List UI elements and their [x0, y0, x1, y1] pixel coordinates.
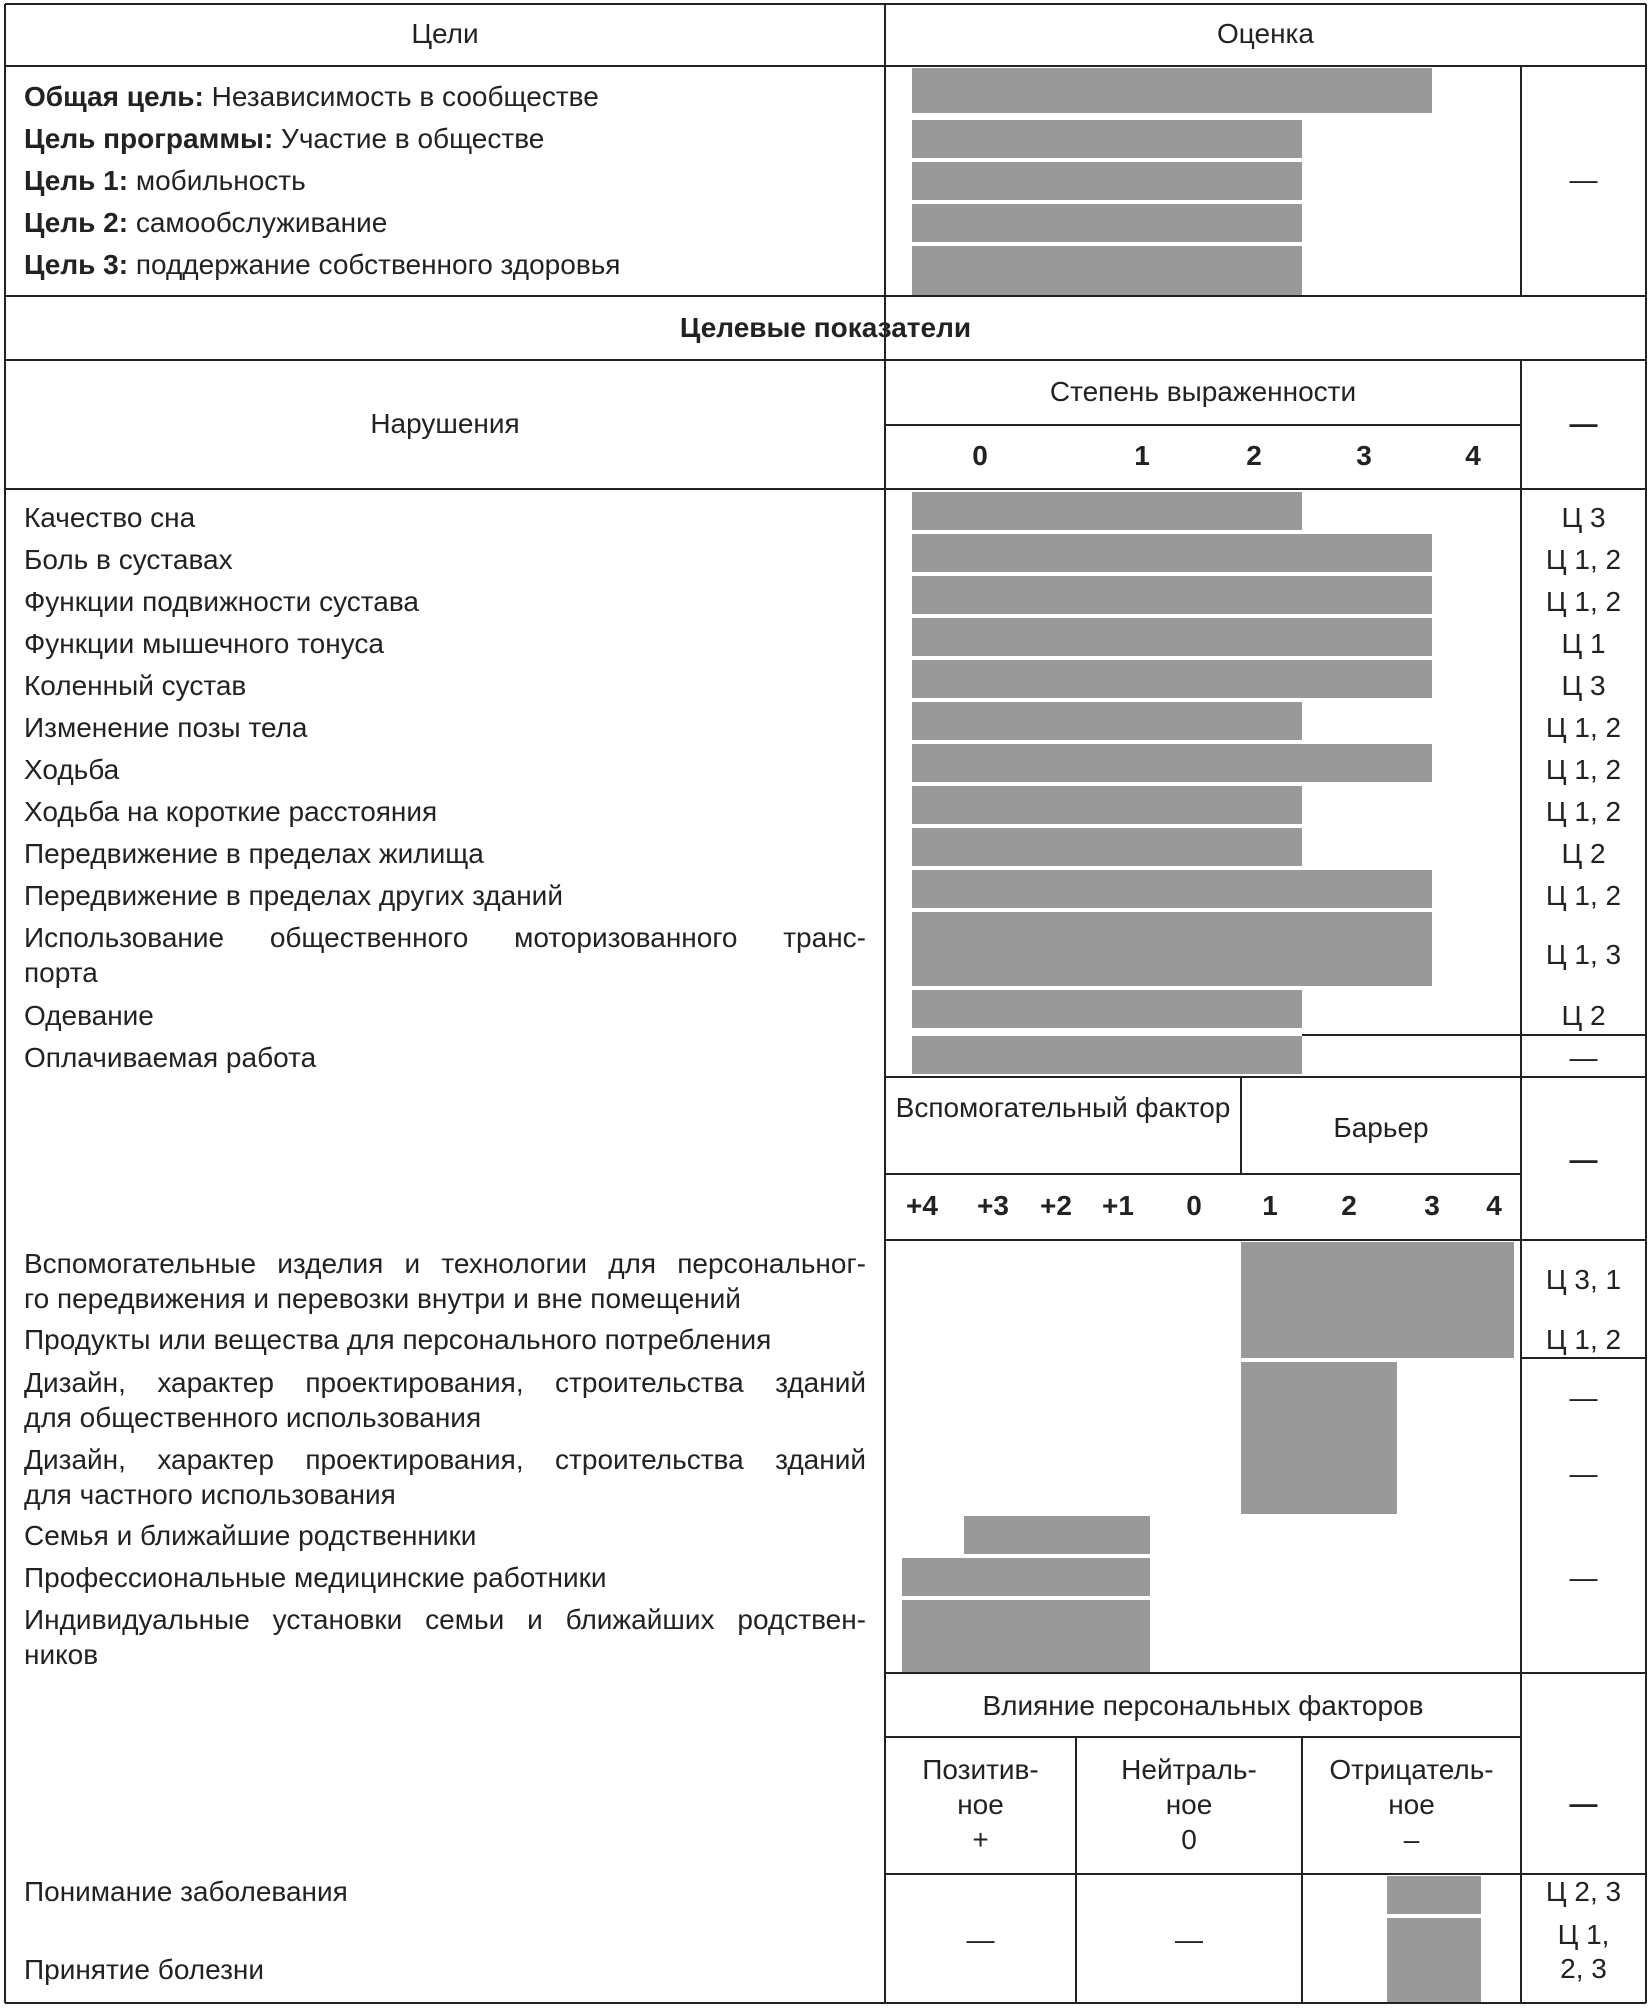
impairment-label: Передвижение в пределах жилища: [24, 838, 484, 869]
facilitator-bar: [964, 1516, 1150, 1554]
environment-label: Профессиональные медицинские работники: [24, 1562, 607, 1593]
impairment-ref: Ц 2: [1561, 1000, 1606, 1031]
personal-neutral-header: Нейтраль- ное 0: [1121, 1754, 1257, 1855]
impairment-label: Использование общественного моторизованного транс-: [24, 922, 866, 953]
personal-positive-header: Позитив- ное +: [922, 1754, 1039, 1855]
facilitator-bar: [902, 1600, 1150, 1672]
personal-neutral-value: —: [1175, 1924, 1203, 1955]
goal-assessment-bar: [912, 120, 1302, 158]
impairment-ref: Ц 1, 2: [1545, 754, 1622, 785]
barrier-header: Барьер: [1333, 1112, 1429, 1143]
environment-label-cont: для общественного использования: [24, 1402, 482, 1433]
impairment-label: Функции мышечного тонуса: [24, 628, 384, 659]
environment-label: Вспомогательные изделия и технологии для персональног-: [24, 1248, 866, 1279]
severity-3: 3: [1356, 440, 1372, 471]
impairment-label: Изменение позы тела: [24, 712, 308, 743]
goal-assessment-bar: [912, 162, 1302, 200]
impairment-label: Функции подвижности сустава: [24, 586, 419, 617]
environment-scale-2: +2: [1040, 1190, 1072, 1221]
impairment-bar: [912, 618, 1432, 656]
severity-1: 1: [1134, 440, 1150, 471]
personal-positive-value: —: [966, 1924, 995, 1955]
impairment-bar: [912, 786, 1302, 824]
impairment-label: Коленный сустав: [24, 670, 247, 701]
impairment-label: Боль в суставах: [24, 544, 233, 575]
goal-assessment-bar: [912, 204, 1302, 242]
severity-header: Степень выраженности: [1049, 376, 1357, 407]
personal-title: Влияние персональных факторов: [982, 1690, 1424, 1721]
facilitator-bar: [902, 1558, 1150, 1596]
impairment-bar: [912, 828, 1302, 866]
environment-scale-0: +4: [906, 1190, 938, 1221]
impairment-label: Оплачиваемая работа: [24, 1042, 317, 1073]
impairment-bar: [912, 492, 1302, 530]
barrier-bar: [1241, 1320, 1514, 1358]
impairment-bar: [912, 1036, 1302, 1074]
facilitator-header: Вспомогательный фактор: [895, 1092, 1231, 1123]
environment-ref: Ц 1, 2: [1545, 1324, 1622, 1355]
impairment-ref: Ц 2: [1561, 838, 1606, 869]
impairment-label: Ходьба: [24, 754, 120, 785]
goal-assessment-bar: [912, 246, 1302, 296]
impairment-bar: [912, 990, 1302, 1028]
impairment-ref: Ц 1, 2: [1545, 796, 1622, 827]
goal-3: Цель 3: поддержание собственного здоровья: [24, 249, 621, 280]
impairment-bar: [912, 870, 1432, 908]
impairments-ref-header: —: [1569, 408, 1598, 439]
impairment-bar: [912, 702, 1302, 740]
impairment-ref: Ц 1, 2: [1545, 544, 1622, 575]
environment-scale-3: +1: [1102, 1190, 1134, 1221]
personal-row-2-ref: Ц 1, 2, 3: [1557, 1919, 1610, 1984]
impairment-label: Передвижение в пределах других зданий: [24, 880, 563, 911]
environment-scale-8: 4: [1486, 1190, 1502, 1221]
goal-2: Цель 2: самообслуживание: [24, 207, 388, 238]
environment-label-cont: для частного использования: [24, 1479, 396, 1510]
personal-row-1-label: Понимание заболевания: [24, 1876, 348, 1907]
environment-label: Семья и ближайшие родственники: [24, 1520, 477, 1551]
personal-row-2-label: Принятие болезни: [24, 1954, 265, 1985]
goals-ref: —: [1569, 164, 1598, 195]
impairment-ref: Ц 1: [1561, 628, 1606, 659]
environment-scale-6: 2: [1341, 1190, 1357, 1221]
header-goals: Цели: [411, 18, 479, 49]
impairment-label-cont: порта: [24, 957, 98, 988]
barrier-bar: [1241, 1362, 1397, 1438]
environment-label: Продукты или вещества для персонального потребления: [24, 1324, 772, 1355]
environment-scale-5: 1: [1262, 1190, 1278, 1221]
personal-negative-header: Отрицатель- ное –: [1329, 1754, 1494, 1855]
environment-label: Индивидуальные установки семьи и ближайших родствен-: [24, 1604, 866, 1635]
impairment-ref: Ц 1, 2: [1545, 586, 1622, 617]
personal-negative-bar: [1387, 1918, 1481, 2003]
environment-label-cont: го передвижения и перевозки внутри и вне помещений: [24, 1283, 741, 1314]
impairment-bar: [912, 534, 1432, 572]
impairment-label: Одевание: [24, 1000, 154, 1031]
barrier-bar: [1241, 1242, 1514, 1320]
environment-ref: —: [1569, 1562, 1598, 1593]
personal-row-1-ref: Ц 2, 3: [1545, 1876, 1622, 1907]
impairment-bar: [912, 660, 1432, 698]
environment-label: Дизайн, характер проектирования, строительства зданий: [24, 1444, 866, 1475]
impairment-ref: Ц 3: [1561, 502, 1606, 533]
impairment-ref: Ц 1, 3: [1545, 939, 1622, 970]
goal-overall: Общая цель: Независимость в сообществе: [24, 81, 599, 112]
impairment-label: Качество сна: [24, 502, 196, 533]
personal-ref-header: —: [1569, 1788, 1598, 1819]
impairment-bar: [912, 744, 1432, 782]
goal-program: Цель программы: Участие в обществе: [24, 123, 545, 154]
impairment-ref: Ц 1, 2: [1545, 712, 1622, 743]
impairment-label: Ходьба на короткие расстояния: [24, 796, 438, 827]
impairment-ref: —: [1569, 1042, 1598, 1073]
impairment-ref: Ц 3: [1561, 670, 1606, 701]
personal-negative-bar: [1387, 1876, 1481, 1914]
severity-0: 0: [972, 440, 988, 471]
goal-assessment-bar: [912, 68, 1432, 113]
header-assessment: Оценка: [1217, 18, 1314, 49]
environment-label: Дизайн, характер проектирования, строительства зданий: [24, 1367, 866, 1398]
environment-ref-header: —: [1569, 1144, 1598, 1175]
environment-scale-7: 3: [1424, 1190, 1440, 1221]
goal-1: Цель 1: мобильность: [24, 165, 306, 196]
environment-ref: —: [1569, 1382, 1598, 1413]
barrier-bar: [1241, 1438, 1397, 1514]
impairment-bar: [912, 576, 1432, 614]
severity-2: 2: [1246, 440, 1262, 471]
environment-scale-1: +3: [977, 1190, 1009, 1221]
impairments-header: Нарушения: [370, 408, 520, 439]
severity-4: 4: [1465, 440, 1481, 471]
environment-scale-4: 0: [1186, 1190, 1202, 1221]
impairment-ref: Ц 1, 2: [1545, 880, 1622, 911]
environment-ref: —: [1569, 1458, 1598, 1489]
environment-ref: Ц 3, 1: [1545, 1264, 1622, 1295]
targets-title: Целевые показатели: [679, 312, 972, 343]
environment-label-cont: ников: [24, 1639, 99, 1670]
impairment-bar: [912, 912, 1432, 986]
